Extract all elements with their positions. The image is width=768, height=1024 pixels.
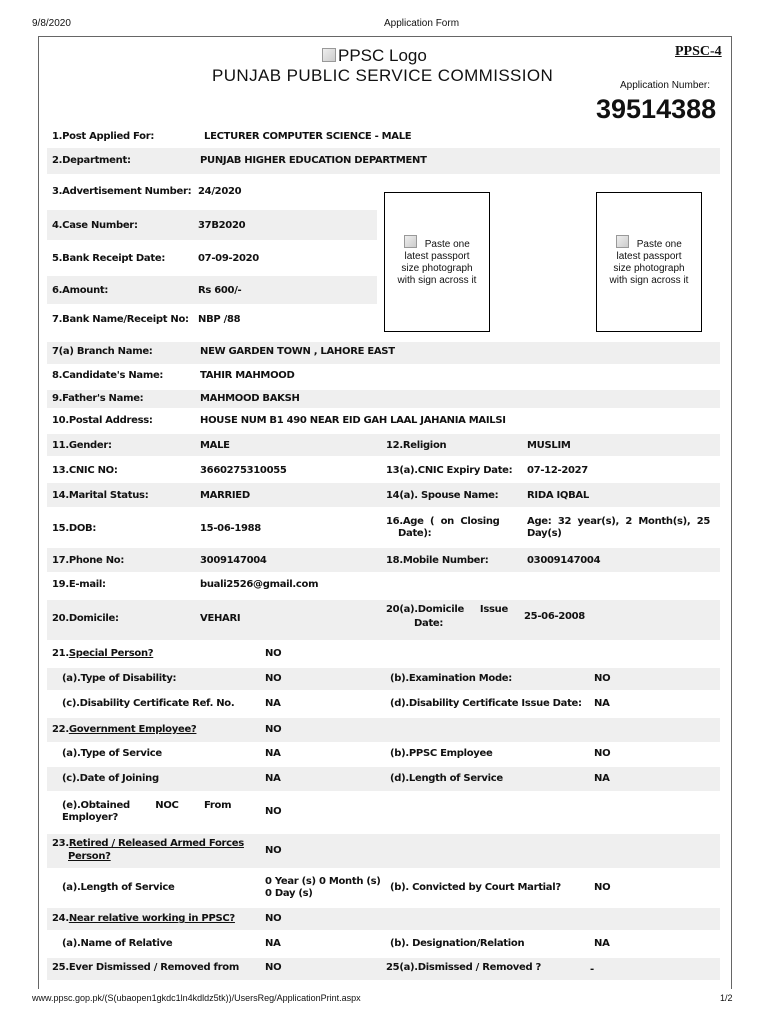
ppsc-employee-value: NO xyxy=(594,748,611,759)
court-martial-value: NO xyxy=(594,882,611,893)
domicile-issue-label-line2: Date: xyxy=(414,618,444,629)
application-number-label: Application Number: xyxy=(620,80,711,91)
age-label-line2: Date): xyxy=(398,528,432,539)
bank-label: 7.Bank Name/Receipt No: xyxy=(52,314,189,325)
relative-designation-value: NA xyxy=(594,938,610,949)
amount-label: 6.Amount: xyxy=(52,285,109,296)
domicile-issue-label-line1: 20(a).Domicile Issue xyxy=(386,604,508,615)
gender-label: 11.Gender: xyxy=(52,440,112,451)
print-url: www.ppsc.gop.pk/(S(ubaopen1gkdc1ln4kdldz5tk))/UsersReg/ApplicationPrint.aspx xyxy=(32,993,361,1003)
govt-employee-value: NO xyxy=(265,724,282,735)
govt-employee-number: 22. xyxy=(52,724,69,735)
disability-cert-value: NA xyxy=(265,698,281,709)
mobile-label: 18.Mobile Number: xyxy=(386,555,489,566)
photo-box-right xyxy=(596,192,702,332)
broken-image-icon xyxy=(322,48,336,62)
armed-forces-number: 23. xyxy=(52,838,69,849)
ppsc-employee-label: (b).PPSC Employee xyxy=(390,748,493,759)
disability-type-value: NO xyxy=(265,673,282,684)
form-code: PPSC-4 xyxy=(675,44,722,59)
row-bg-father xyxy=(47,390,720,408)
father-name-label: 9.Father's Name: xyxy=(52,393,144,404)
row-bg-gender xyxy=(47,434,720,456)
noc-label-line2: Employer? xyxy=(62,812,119,823)
domicile-label: 20.Domicile: xyxy=(52,613,119,624)
advertisement-value: 24/2020 xyxy=(198,186,242,197)
row-bg-domicile xyxy=(47,600,720,640)
amount-value: Rs 600/- xyxy=(198,285,242,296)
religion-label: 12.Religion xyxy=(386,440,447,451)
spouse-name-label: 14(a). Spouse Name: xyxy=(386,490,499,501)
case-label: 4.Case Number: xyxy=(52,220,138,231)
print-page-title: Application Form xyxy=(384,18,460,29)
advertisement-label: 3.Advertisement Number: xyxy=(52,186,192,197)
postal-address-value: HOUSE NUM B1 490 NEAR EID GAH LAAL JAHANIA MAILSI xyxy=(200,415,506,426)
gender-value: MALE xyxy=(200,440,230,451)
photo-text-line1: Paste one xyxy=(636,239,682,250)
govt-employee-question xyxy=(52,724,196,736)
armed-forces-text: Retired / Released Armed Forces xyxy=(68,838,244,849)
phone-label: 17.Phone No: xyxy=(52,555,125,566)
armed-forces-question-line1 xyxy=(52,838,244,850)
armed-service-length-line1: 0 Year (s) 0 Month (s) xyxy=(265,876,381,887)
cnic-label: 13.CNIC NO: xyxy=(52,465,118,476)
broken-image-icon xyxy=(616,235,629,248)
candidate-name-value: TAHIR MAHMOOD xyxy=(200,370,295,381)
age-value-line1: Age: 32 year(s), 2 Month(s), 25 xyxy=(527,516,711,527)
armed-forces-value: NO xyxy=(265,845,282,856)
photo-text-line4: with sign across it xyxy=(609,275,689,286)
exam-mode-value: NO xyxy=(594,673,611,684)
special-person-value: NO xyxy=(265,648,282,659)
receipt-date-label: 5.Bank Receipt Date: xyxy=(52,253,166,264)
special-person-number: 21. xyxy=(52,648,69,659)
disability-cert-date-value: NA xyxy=(594,698,610,709)
photo-text-line2: latest passport xyxy=(616,251,682,262)
dismissed-sub-value: - xyxy=(590,964,594,975)
noc-value: NO xyxy=(265,806,282,817)
dismissed-value: NO xyxy=(265,962,282,973)
ppsc-logo xyxy=(322,46,427,66)
department-value: PUNJAB HIGHER EDUCATION DEPARTMENT xyxy=(200,155,427,166)
print-date: 9/8/2020 xyxy=(32,18,71,29)
photo-text-line4: with sign across it xyxy=(397,275,477,286)
cnic-value: 3660275310055 xyxy=(200,465,287,476)
religion-value: MUSLIM xyxy=(527,440,571,451)
photo-text-line3: size photograph xyxy=(401,263,473,274)
relative-designation-label: (b). Designation/Relation xyxy=(390,938,525,949)
branch-value: NEW GARDEN TOWN , LAHORE EAST xyxy=(200,346,395,357)
noc-label-line1: (e).Obtained NOC From xyxy=(62,800,232,811)
phone-value: 3009147004 xyxy=(200,555,267,566)
domicile-value: VEHARI xyxy=(200,613,241,624)
print-page-count: 1/2 xyxy=(720,993,733,1003)
photo-box-left xyxy=(384,192,490,332)
photo-text-line2: latest passport xyxy=(404,251,470,262)
application-number: 39514388 xyxy=(596,94,717,124)
exam-mode-label: (b).Examination Mode: xyxy=(390,673,512,684)
court-martial-label: (b). Convicted by Court Martial? xyxy=(390,882,561,893)
dismissed-question: 25.Ever Dismissed / Removed from xyxy=(52,962,239,973)
relative-text: Near relative working in PPSC? xyxy=(68,913,235,924)
armed-forces-question-line2: Person? xyxy=(68,851,111,862)
cnic-expiry-value: 07-12-2027 xyxy=(527,465,588,476)
photo-text-line3: size photograph xyxy=(613,263,685,274)
disability-cert-date-label: (d).Disability Certificate Issue Date: xyxy=(390,698,582,709)
relative-name-value: NA xyxy=(265,938,281,949)
dismissed-sub-label: 25(a).Dismissed / Removed ? xyxy=(386,962,542,973)
spouse-name-value: RIDA IQBAL xyxy=(527,490,589,501)
broken-image-icon xyxy=(404,235,417,248)
armed-service-length-line2: 0 Day (s) xyxy=(265,888,313,899)
disability-type-label: (a).Type of Disability: xyxy=(62,673,177,684)
domicile-issue-value: 25-06-2008 xyxy=(524,611,585,622)
special-person-question xyxy=(52,648,153,660)
post-label: 1.Post Applied For: xyxy=(52,131,155,142)
service-type-label: (a).Type of Service xyxy=(62,748,162,759)
photo-text-line1: Paste one xyxy=(424,239,470,250)
dob-value: 15-06-1988 xyxy=(200,523,261,534)
candidate-name-label: 8.Candidate's Name: xyxy=(52,370,164,381)
armed-service-length-label: (a).Length of Service xyxy=(62,882,175,893)
relative-question xyxy=(52,913,235,925)
govt-employee-text: Government Employee? xyxy=(68,724,197,735)
relative-number: 24. xyxy=(52,913,69,924)
joining-date-value: NA xyxy=(265,773,281,784)
relative-value: NO xyxy=(265,913,282,924)
marital-status-label: 14.Marital Status: xyxy=(52,490,149,501)
service-length-value: NA xyxy=(594,773,610,784)
service-length-label: (d).Length of Service xyxy=(390,773,503,784)
row-bg-phone xyxy=(47,548,720,572)
cnic-expiry-label: 13(a).CNIC Expiry Date: xyxy=(386,465,513,476)
branch-label: 7(a) Branch Name: xyxy=(52,346,153,357)
email-value: buali2526@gmail.com xyxy=(200,579,319,590)
disability-cert-label: (c).Disability Certificate Ref. No. xyxy=(62,698,235,709)
bank-value: NBP /88 xyxy=(198,314,241,325)
service-type-value: NA xyxy=(265,748,281,759)
postal-address-label: 10.Postal Address: xyxy=(52,415,153,426)
special-person-text: Special Person? xyxy=(68,648,154,659)
logo-alt-text: PPSC Logo xyxy=(338,46,427,65)
relative-name-label: (a).Name of Relative xyxy=(62,938,173,949)
commission-title: PUNJAB PUBLIC SERVICE COMMISSION xyxy=(212,66,554,85)
receipt-date-value: 07-09-2020 xyxy=(198,253,259,264)
age-label-line1: 16.Age ( on Closing xyxy=(386,516,500,527)
mobile-value: 03009147004 xyxy=(527,555,601,566)
joining-date-label: (c).Date of Joining xyxy=(62,773,159,784)
marital-status-value: MARRIED xyxy=(200,490,250,501)
email-label: 19.E-mail: xyxy=(52,579,106,590)
post-value: LECTURER COMPUTER SCIENCE - MALE xyxy=(204,131,412,142)
case-value: 37B2020 xyxy=(198,220,246,231)
dob-label: 15.DOB: xyxy=(52,523,97,534)
father-name-value: MAHMOOD BAKSH xyxy=(200,393,300,404)
department-label: 2.Department: xyxy=(52,155,131,166)
age-value-line2: Day(s) xyxy=(527,528,562,539)
